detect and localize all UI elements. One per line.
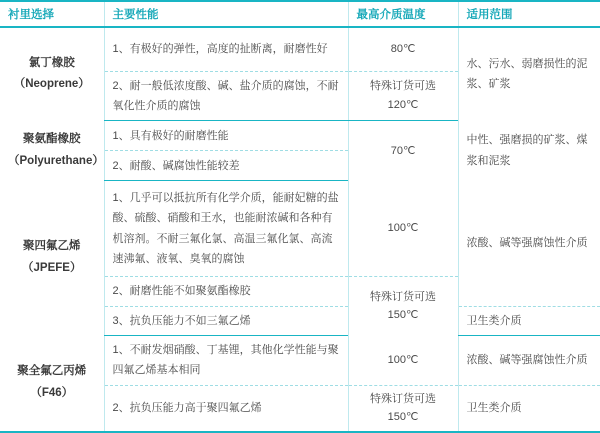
table-body bbox=[0, 27, 600, 432]
cell-performance: 1、有极好的弹性，高度的扯断离，耐磨性好 bbox=[104, 27, 348, 71]
cell-temperature bbox=[348, 277, 458, 336]
cell-scope: 浓酸、碱等强腐蚀性介质 bbox=[458, 181, 600, 306]
cell-temperature: 80℃ bbox=[348, 27, 458, 71]
table-row bbox=[0, 335, 600, 385]
material-name-main: 聚氨酯橡胶 bbox=[23, 132, 81, 145]
temperature-option-label: 特殊订货可选 bbox=[370, 392, 436, 405]
table-header-row bbox=[0, 1, 600, 27]
table-row bbox=[0, 181, 600, 277]
table-row bbox=[0, 27, 600, 71]
cell-performance: 1、不耐发烟硝酸、丁基锂，其他化学性能与聚四氟乙烯基本相同 bbox=[104, 335, 348, 385]
material-name-sub: （F46） bbox=[30, 387, 74, 400]
material-name-main: 聚全氟乙丙烯 bbox=[17, 365, 87, 378]
header-max-medium-temperature: 最高介质温度 bbox=[348, 1, 458, 27]
temperature-option-label: 特殊订货可选 bbox=[370, 290, 436, 303]
table-header bbox=[0, 1, 600, 27]
cell-performance: 1、具有极好的耐磨性能 bbox=[104, 121, 348, 151]
cell-temperature bbox=[348, 385, 458, 432]
cell-scope: 浓酸、碱等强腐蚀性介质 bbox=[458, 335, 600, 385]
header-main-performance: 主要性能 bbox=[104, 1, 348, 27]
header-application-scope: 适用范围 bbox=[458, 1, 600, 27]
cell-temperature: 100℃ bbox=[348, 181, 458, 277]
material-name-main: 聚四氟乙烯 bbox=[23, 240, 81, 253]
cell-scope: 卫生类介质 bbox=[458, 385, 600, 432]
cell-scope: 水、污水、弱磨损性的泥浆、矿浆 bbox=[458, 27, 600, 121]
temperature-option-value: 150℃ bbox=[387, 309, 419, 322]
header-lining-selection: 衬里选择 bbox=[0, 1, 104, 27]
cell-temperature: 100℃ bbox=[348, 335, 458, 385]
cell-performance: 1、几乎可以抵抗所有化学介质，能耐妃糖的盐酸、硫酸、硝酸和王水，也能耐浓碱和各种有机溶剂。不耐三氟化氯、高温三氟化氯、高流速沸氟、液氧、臭氧的腐蚀 bbox=[104, 181, 348, 277]
material-name-sub: （Polyurethane） bbox=[8, 154, 104, 167]
cell-material-name bbox=[0, 181, 104, 336]
cell-material-name bbox=[0, 27, 104, 121]
cell-scope: 卫生类介质 bbox=[458, 306, 600, 335]
cell-performance: 2、耐一般低浓度酸、碱、盐介质的腐蚀，不耐氧化性介质的腐蚀 bbox=[104, 71, 348, 121]
material-name-sub: （JPEFE） bbox=[22, 262, 82, 275]
cell-performance: 3、抗负压能力不如三氟乙烯 bbox=[104, 306, 348, 335]
material-name-main: 氯丁橡胶 bbox=[28, 56, 75, 69]
table-row bbox=[0, 121, 600, 151]
cell-performance: 2、耐磨性能不如聚氨酯橡胶 bbox=[104, 277, 348, 306]
temperature-option-label: 特殊订货可选 bbox=[370, 80, 436, 93]
material-name-sub: （Neoprene） bbox=[13, 78, 90, 91]
cell-temperature: 70℃ bbox=[348, 121, 458, 181]
cell-performance: 2、耐酸、碱腐蚀性能较差 bbox=[104, 151, 348, 181]
cell-temperature bbox=[348, 71, 458, 121]
temperature-option-value: 120℃ bbox=[387, 98, 419, 111]
cell-material-name bbox=[0, 335, 104, 432]
cell-performance: 2、抗负压能力高于聚四氟乙烯 bbox=[104, 385, 348, 432]
temperature-option-value: 150℃ bbox=[387, 411, 419, 424]
cell-material-name bbox=[0, 121, 104, 181]
cell-scope: 中性、强磨损的矿浆、煤浆和泥浆 bbox=[458, 121, 600, 181]
